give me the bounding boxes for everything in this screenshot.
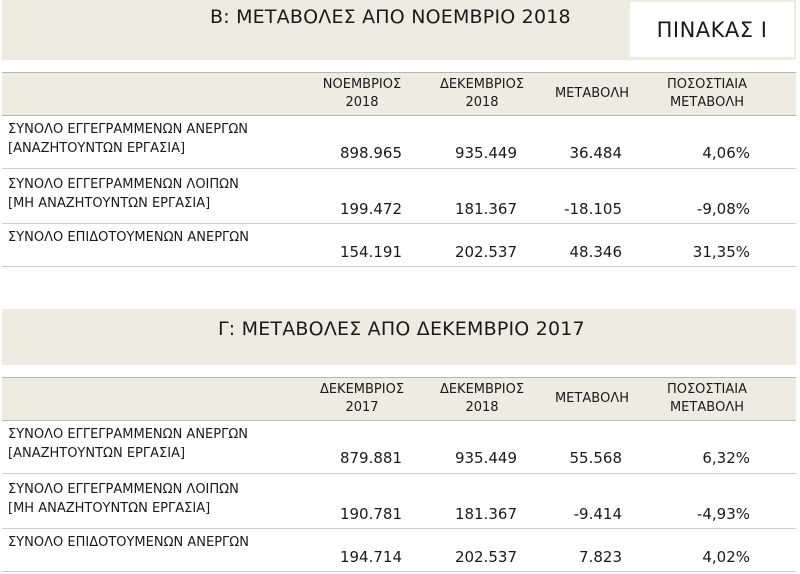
header-col-4: [652, 76, 762, 112]
cell-value-2: 935.449: [454, 449, 517, 467]
header-col-1-line-1: ΔΕΚΕΜΒΡΙΟΣ: [319, 382, 405, 397]
cell-change: -18.105: [564, 200, 622, 218]
cell-change: 55.568: [569, 449, 622, 467]
header-col-4: [652, 381, 762, 417]
cell-percent-change: 6,32%: [702, 449, 750, 467]
row-label-line-1: ΣΥΝΟΛΟ ΕΠΙΔΟΤΟΥΜΕΝΩΝ ΑΝΕΡΓΩΝ: [8, 230, 249, 245]
cell-value-1: 199.472: [339, 200, 402, 218]
header-col-4-line-2: ΜΕΤΑΒΟΛΗ: [669, 400, 745, 415]
table-label: ΠΙΝΑΚΑΣ Ι: [630, 2, 794, 57]
table-row: [2, 421, 796, 474]
row-label-line-1: ΣΥΝΟΛΟ ΕΓΓΕΓΡΑΜΜΕΝΩΝ ΛΟΙΠΩΝ: [8, 177, 239, 192]
cell-value-2: 181.367: [454, 505, 517, 523]
header-col-1-line-2: 2017: [345, 400, 379, 415]
row-label: [8, 533, 249, 552]
table-header: [2, 72, 796, 116]
header-col-2-line-1: ΔΕΚΕΜΒΡΙΟΣ: [439, 382, 525, 397]
cell-percent-change: 4,02%: [702, 548, 750, 566]
header-col-1-line-1: ΝΟΕΜΒΡΙΟΣ: [322, 77, 402, 92]
cell-change: 36.484: [569, 144, 622, 162]
cell-percent-change: -9,08%: [696, 200, 750, 218]
table-header: [2, 377, 796, 421]
header-col-2-line-2: 2018: [465, 95, 499, 110]
header-col-3: ΜΕΤΑΒΟΛΗ: [554, 391, 630, 406]
header-col-4-line-1: ΠΟΣΟΣΤΙΑΙΑ: [666, 382, 748, 397]
row-label-line-1: ΣΥΝΟΛΟ ΕΓΓΕΓΡΑΜΜΕΝΩΝ ΑΝΕΡΓΩΝ: [8, 427, 248, 442]
cell-value-1: 154.191: [339, 243, 402, 261]
section-b-title-band: [2, 0, 796, 60]
section-g-table: [2, 377, 796, 572]
cell-percent-change: 31,35%: [692, 243, 750, 261]
cell-value-2: 935.449: [454, 144, 517, 162]
header-col-4-line-2: ΜΕΤΑΒΟΛΗ: [669, 95, 745, 110]
row-label: [8, 480, 239, 518]
cell-value-1: 194.714: [339, 548, 402, 566]
header-col-2: [427, 76, 537, 112]
row-label: [8, 228, 249, 247]
cell-percent-change: 4,06%: [702, 144, 750, 162]
header-col-2: [427, 381, 537, 417]
row-label: [8, 175, 239, 213]
table-row: [2, 116, 796, 169]
table-row: [2, 474, 796, 529]
row-label-line-2: [ΜΗ ΑΝΑΖΗΤΟΥΝΤΩΝ ΕΡΓΑΣΙΑ]: [8, 501, 211, 516]
header-col-1: [312, 381, 412, 417]
header-col-2-line-2: 2018: [465, 400, 499, 415]
header-col-2-line-1: ΔΕΚΕΜΒΡΙΟΣ: [439, 77, 525, 92]
header-col-4-line-1: ΠΟΣΟΣΤΙΑΙΑ: [666, 77, 748, 92]
cell-value-2: 202.537: [454, 243, 517, 261]
cell-percent-change: -4,93%: [696, 505, 750, 523]
section-g-title-band: [2, 309, 796, 365]
cell-change: 7.823: [579, 548, 622, 566]
cell-value-1: 879.881: [339, 449, 402, 467]
header-col-1-line-2: 2018: [345, 95, 379, 110]
cell-change: 48.346: [569, 243, 622, 261]
row-label: [8, 120, 248, 158]
section-b-table: [2, 72, 796, 267]
row-label-line-2: [ΜΗ ΑΝΑΖΗΤΟΥΝΤΩΝ ΕΡΓΑΣΙΑ]: [8, 196, 211, 211]
section-g-title: Γ: ΜΕΤΑΒΟΛΕΣ ΑΠΟ ΔΕΚΕΜΒΡΙΟ 2017: [218, 318, 585, 340]
row-label-line-2: [ΑΝΑΖΗΤΟΥΝΤΩΝ ΕΡΓΑΣΙΑ]: [8, 141, 186, 156]
cell-value-2: 181.367: [454, 200, 517, 218]
cell-value-2: 202.537: [454, 548, 517, 566]
row-label-line-1: ΣΥΝΟΛΟ ΕΠΙΔΟΤΟΥΜΕΝΩΝ ΑΝΕΡΓΩΝ: [8, 535, 249, 550]
section-b-title: Β: ΜΕΤΑΒΟΛΕΣ ΑΠΟ ΝΟΕΜΒΡΙΟ 2018: [210, 6, 571, 28]
cell-change: -9.414: [573, 505, 622, 523]
row-label-line-1: ΣΥΝΟΛΟ ΕΓΓΕΓΡΑΜΜΕΝΩΝ ΑΝΕΡΓΩΝ: [8, 122, 248, 137]
header-col-3: ΜΕΤΑΒΟΛΗ: [554, 86, 630, 101]
header-col-1: [312, 76, 412, 112]
row-label-line-2: [ΑΝΑΖΗΤΟΥΝΤΩΝ ΕΡΓΑΣΙΑ]: [8, 446, 186, 461]
table-row: [2, 224, 796, 267]
table-row: [2, 529, 796, 572]
cell-value-1: 190.781: [339, 505, 402, 523]
row-label-line-1: ΣΥΝΟΛΟ ΕΓΓΕΓΡΑΜΜΕΝΩΝ ΛΟΙΠΩΝ: [8, 482, 239, 497]
table-row: [2, 169, 796, 224]
cell-value-1: 898.965: [339, 144, 402, 162]
row-label: [8, 425, 248, 463]
